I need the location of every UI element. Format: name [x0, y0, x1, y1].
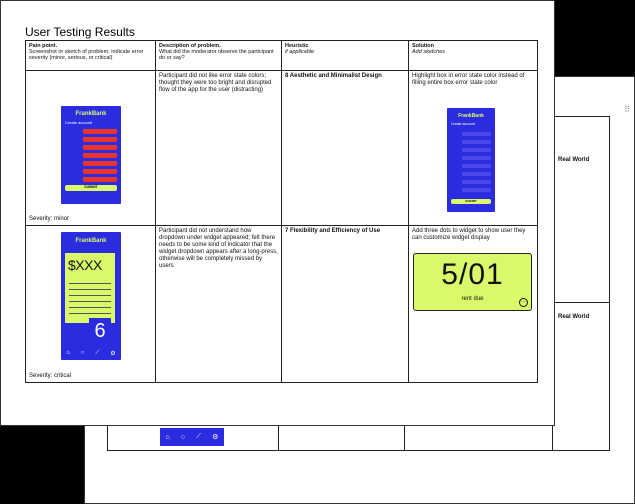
create-account-screenshot: [61, 106, 121, 204]
description-cell: Participant did not understand how dropdown under widget appeared; felt there needs to be some kind of indicator that the widget dropdown appears after a long-press, otherwise will be completely missed by users: [156, 226, 282, 383]
gear-icon: ⚙: [110, 350, 116, 357]
widget-date: 5/01: [441, 258, 504, 291]
error-field: [83, 153, 117, 158]
solution-cell: Highlight box in error state color instead of filling entire box error state color: [409, 71, 538, 226]
search-icon: ○: [80, 350, 85, 356]
balance-amount: $XXX: [68, 257, 102, 273]
widget-dropdown-screenshot: [61, 232, 121, 360]
gear-icon: ⚙: [212, 434, 219, 441]
table-header-row: [26, 41, 538, 71]
header-cell: Solution Add sketches: [409, 41, 538, 71]
real-world-label: Real World: [558, 157, 590, 163]
header-cell: Heuristic if applicable: [282, 41, 409, 71]
solution-sketch-screenshot: [447, 108, 495, 212]
widget-caption: rent due: [461, 296, 484, 302]
submit-button: SUBMIT: [451, 199, 491, 204]
header-cell: Pain point. Screenshot or sketch of problem; indicate error severity (minor, serious, or critical): [26, 41, 156, 71]
home-icon: ⌂: [66, 350, 71, 356]
background-nav-bar: [160, 428, 224, 446]
error-field: [83, 137, 117, 142]
more-icon: ⠿: [624, 105, 630, 114]
severity-label: Severity: critical: [29, 373, 72, 379]
day-widget: 6: [89, 318, 111, 345]
real-world-label: Real World: [558, 314, 590, 320]
balance-widget: [65, 253, 115, 323]
chart-icon: ⟋: [95, 349, 100, 356]
search-icon: ○: [180, 433, 186, 441]
error-field: [83, 129, 117, 134]
heuristic-cell: 8 Aesthetic and Minimalist Design: [282, 71, 409, 226]
bottom-nav: [61, 346, 121, 360]
error-field: [83, 161, 117, 166]
header-cell: Description of problem. What did the moderator observe the participant do or say?: [156, 41, 282, 71]
severity-label: Severity: minor: [29, 216, 70, 222]
brand-logo: FrankBank: [75, 111, 107, 117]
heuristic-cell: 7 Flexibility and Efficiency of Use: [282, 226, 409, 383]
submit-button: SUBMIT: [65, 185, 117, 191]
error-field: [83, 177, 117, 182]
form-title: Create account: [65, 120, 93, 125]
brand-logo: FrankBank: [458, 113, 484, 119]
rent-due-widget: [413, 253, 532, 311]
more-options-icon[interactable]: …: [519, 298, 528, 307]
error-field: [83, 145, 117, 150]
error-field: [83, 169, 117, 174]
chart-icon: ⟋: [196, 433, 202, 440]
solution-cell: Add three dots to widget to show user they can customize widget display: [409, 226, 538, 383]
brand-logo: FrankBank: [75, 238, 107, 244]
description-cell: Participant did not like error state colors; thought they were too bright and disrupted flow of the app for the user (distracting): [156, 71, 282, 226]
page-title: User Testing Results: [25, 25, 135, 39]
form-title: Create account: [451, 122, 475, 126]
home-icon: ⌂: [165, 433, 170, 441]
